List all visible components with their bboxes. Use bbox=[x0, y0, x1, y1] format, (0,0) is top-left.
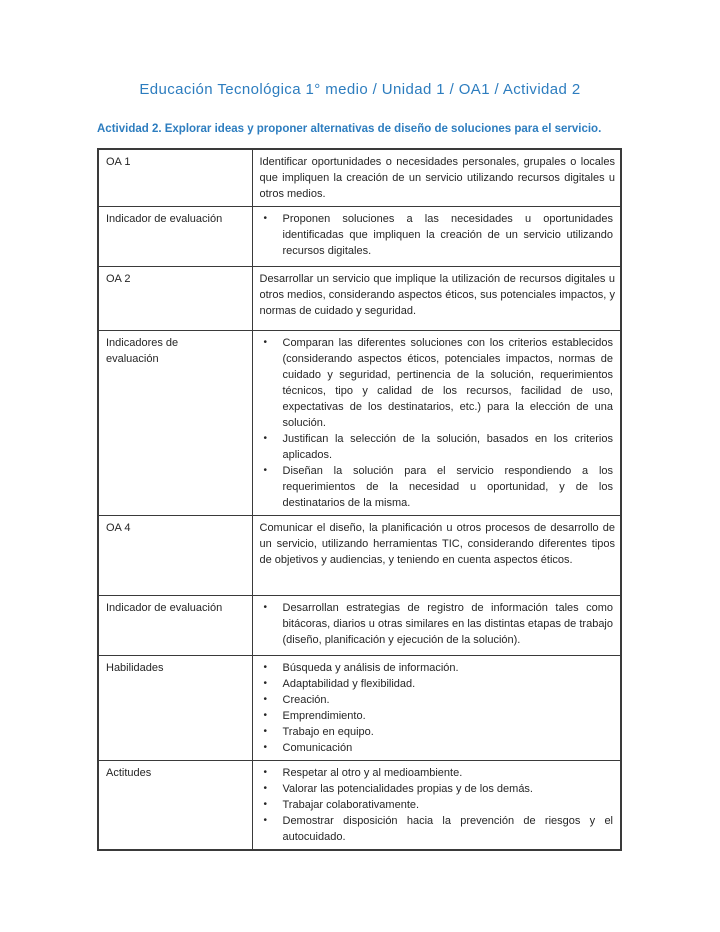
cell-paragraph: Identificar oportunidades o necesidades personales, grupales o locales que impliquen la creación de un servicio utilizando recursos digitales u otros medios. bbox=[259, 156, 615, 200]
list-item-text: Comunicación bbox=[282, 742, 353, 754]
list-item bbox=[253, 660, 616, 676]
row-content bbox=[252, 516, 621, 596]
row-content bbox=[252, 207, 621, 267]
row-label: Indicadores de evaluación bbox=[98, 331, 252, 516]
bullet-list bbox=[253, 600, 616, 648]
row-label: Habilidades bbox=[98, 656, 252, 761]
bullet-list bbox=[253, 335, 616, 511]
list-item-text: Diseñan la solución para el servicio respondiendo a los requerimientos de la necesidad u oportunidad, y de los destinatarios de la misma. bbox=[282, 465, 613, 509]
list-item bbox=[253, 781, 616, 797]
bullet-list bbox=[253, 211, 616, 259]
list-item-text: Justifican la selección de la solución, basados en los criterios aplicados. bbox=[282, 433, 613, 461]
bullet-list bbox=[253, 765, 616, 845]
row-content bbox=[252, 267, 621, 331]
bullet-icon: • bbox=[263, 799, 268, 810]
bullet-icon: • bbox=[263, 433, 268, 444]
table-row bbox=[98, 516, 621, 596]
table-row bbox=[98, 596, 621, 656]
bullet-icon: • bbox=[263, 678, 268, 689]
list-item bbox=[253, 600, 616, 648]
list-item-text: Valorar las potencialidades propias y de los demás. bbox=[282, 783, 533, 795]
list-item-text: Demostrar disposición hacia la prevención de riesgos y el autocuidado. bbox=[282, 815, 613, 843]
list-item bbox=[253, 676, 616, 692]
bullet-icon: • bbox=[263, 783, 268, 794]
row-content bbox=[252, 331, 621, 516]
table-row bbox=[98, 207, 621, 267]
list-item bbox=[253, 335, 616, 431]
table-row bbox=[98, 656, 621, 761]
bullet-icon: • bbox=[263, 742, 268, 753]
table-row bbox=[98, 331, 621, 516]
list-item bbox=[253, 708, 616, 724]
table-row bbox=[98, 761, 621, 851]
list-item bbox=[253, 692, 616, 708]
list-item-text: Trabajo en equipo. bbox=[282, 726, 374, 738]
bullet-icon: • bbox=[263, 213, 268, 224]
bullet-list bbox=[253, 660, 616, 756]
row-label: OA 4 bbox=[98, 516, 252, 596]
list-item-text: Comparan las diferentes soluciones con los criterios establecidos (considerando aspectos éticos, potenciales impactos, normas de cuidado y seguridad, pertinencia de la solución, requerimientos técnicos, tipo y calidad de los recursos, facilidad de uso, expectativas de los destinatarios, etc.) para la elección de una solución. bbox=[282, 337, 613, 429]
list-item bbox=[253, 765, 616, 781]
bullet-icon: • bbox=[263, 662, 268, 673]
bullet-icon: • bbox=[263, 726, 268, 737]
row-content bbox=[252, 761, 621, 851]
row-content bbox=[252, 149, 621, 207]
row-content bbox=[252, 596, 621, 656]
objectives-table bbox=[97, 148, 622, 851]
list-item-text: Desarrollan estrategias de registro de información tales como bitácoras, diarios u otras similares en las distintas etapas de trabajo (diseño, planificación y ejecución de la solución). bbox=[282, 602, 613, 646]
bullet-icon: • bbox=[263, 767, 268, 778]
list-item bbox=[253, 797, 616, 813]
bullet-icon: • bbox=[263, 465, 268, 476]
list-item-text: Adaptabilidad y flexibilidad. bbox=[282, 678, 416, 690]
row-label: Indicador de evaluación bbox=[98, 207, 252, 267]
bullet-icon: • bbox=[263, 815, 268, 826]
bullet-icon: • bbox=[263, 710, 268, 721]
list-item bbox=[253, 724, 616, 740]
bullet-icon: • bbox=[263, 694, 268, 705]
row-label: Indicador de evaluación bbox=[98, 596, 252, 656]
row-content bbox=[252, 656, 621, 761]
list-item-text: Emprendimiento. bbox=[282, 710, 366, 722]
list-item-text: Respetar al otro y al medioambiente. bbox=[282, 767, 463, 779]
list-item bbox=[253, 211, 616, 259]
table-row bbox=[98, 267, 621, 331]
list-item-text: Búsqueda y análisis de información. bbox=[282, 662, 459, 674]
page-title: Educación Tecnológica 1° medio / Unidad 1 / OA1 / Actividad 2 bbox=[139, 81, 581, 98]
bullet-icon: • bbox=[263, 337, 268, 348]
table-row bbox=[98, 149, 621, 207]
row-label: Actitudes bbox=[98, 761, 252, 851]
cell-paragraph: Desarrollar un servicio que implique la utilización de recursos digitales u otros medios, considerando aspectos éticos, sus potenciales impactos, y normas de cuidado y seguridad. bbox=[259, 273, 615, 317]
list-item-text: Proponen soluciones a las necesidades u oportunidades identificadas que impliquen la creación de un servicio utilizando recursos digitales. bbox=[282, 213, 613, 257]
row-label: OA 1 bbox=[98, 149, 252, 207]
bullet-icon: • bbox=[263, 602, 268, 613]
list-item bbox=[253, 431, 616, 463]
list-item-text: Creación. bbox=[282, 694, 330, 706]
list-item bbox=[253, 463, 616, 511]
list-item-text: Trabajar colaborativamente. bbox=[282, 799, 420, 811]
activity-heading: Actividad 2. Explorar ideas y proponer alternativas de diseño de soluciones para el servicio. bbox=[97, 123, 602, 135]
list-item bbox=[253, 740, 616, 756]
cell-paragraph: Comunicar el diseño, la planificación u otros procesos de desarrollo de un servicio, utilizando herramientas TIC, considerando diferentes tipos de objetivos y audiencias, y teniendo en cuenta aspectos éticos. bbox=[259, 522, 615, 566]
row-label: OA 2 bbox=[98, 267, 252, 331]
list-item bbox=[253, 813, 616, 845]
